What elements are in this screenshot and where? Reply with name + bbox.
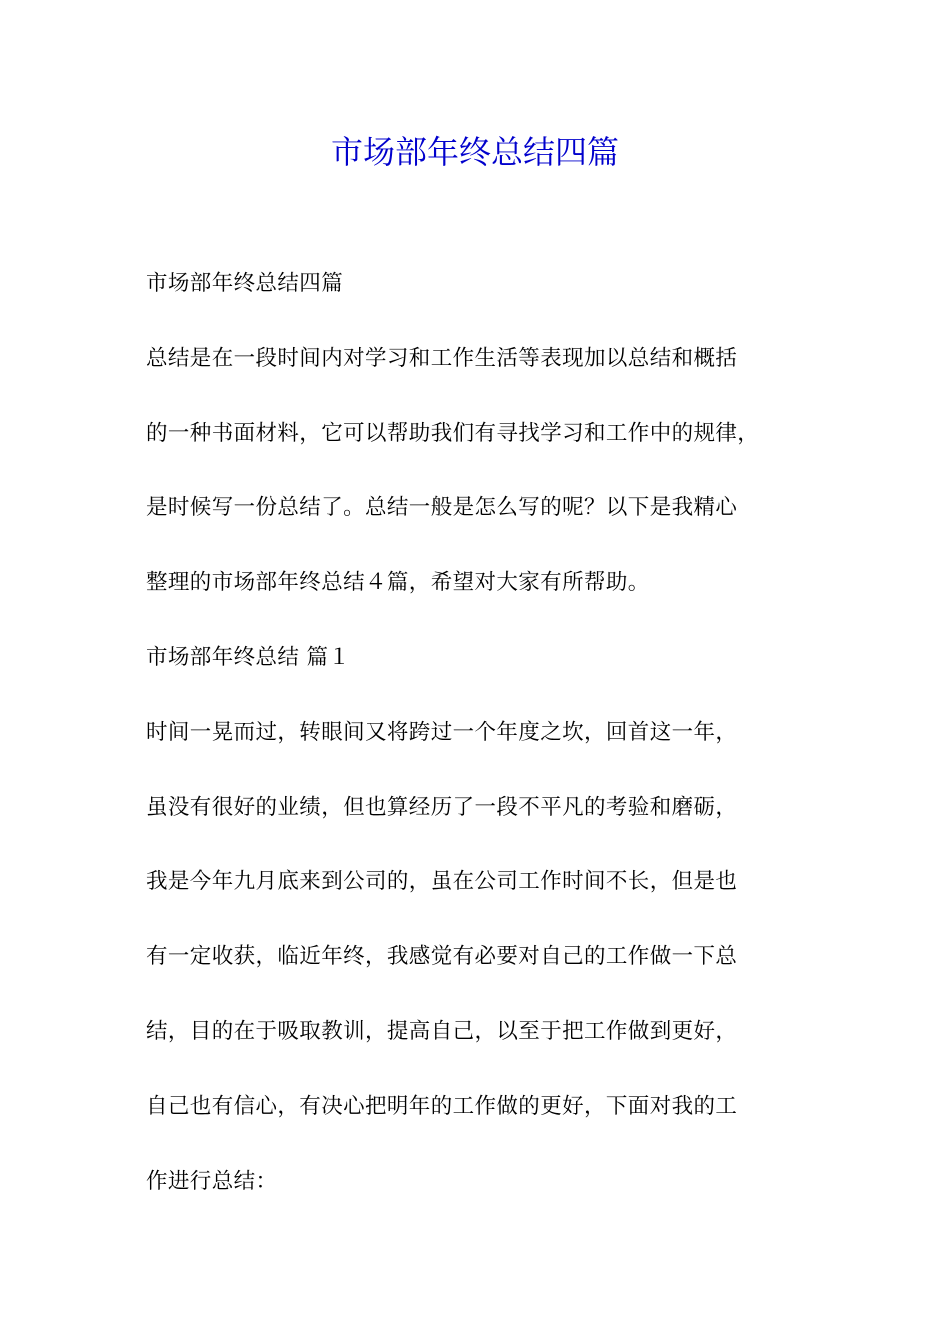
- body-line: 我是今年九月底来到公司的，虽在公司工作时间不长，但是也: [146, 869, 738, 894]
- body-line: 是时候写一份总结了。总结一般是怎么写的呢？以下是我精心: [146, 495, 738, 520]
- body-line: 作进行总结：: [146, 1169, 278, 1194]
- document-title: 市场部年终总结四篇: [330, 133, 619, 171]
- section-heading: 市场部年终总结 篇１: [146, 645, 351, 670]
- body-line: 有一定收获，临近年终，我感觉有必要对自己的工作做一下总: [146, 944, 738, 969]
- body-line: 结，目的在于吸取教训，提高自己，以至于把工作做到更好，: [146, 1019, 738, 1044]
- body-line: 虽没有很好的业绩，但也算经历了一段不平凡的考验和磨砺，: [146, 795, 738, 820]
- subtitle-line: 市场部年终总结四篇: [146, 271, 344, 296]
- body-line: 总结是在一段时间内对学习和工作生活等表现加以总结和概括: [146, 346, 738, 371]
- body-line: 的一种书面材料，它可以帮助我们有寻找学习和工作中的规律，: [146, 421, 760, 446]
- body-line: 整理的市场部年终总结４篇，希望对大家有所帮助。: [146, 570, 650, 595]
- body-line: 自己也有信心，有决心把明年的工作做的更好，下面对我的工: [146, 1094, 738, 1119]
- body-line: 时间一晃而过，转眼间又将跨过一个年度之坎，回首这一年，: [146, 720, 738, 745]
